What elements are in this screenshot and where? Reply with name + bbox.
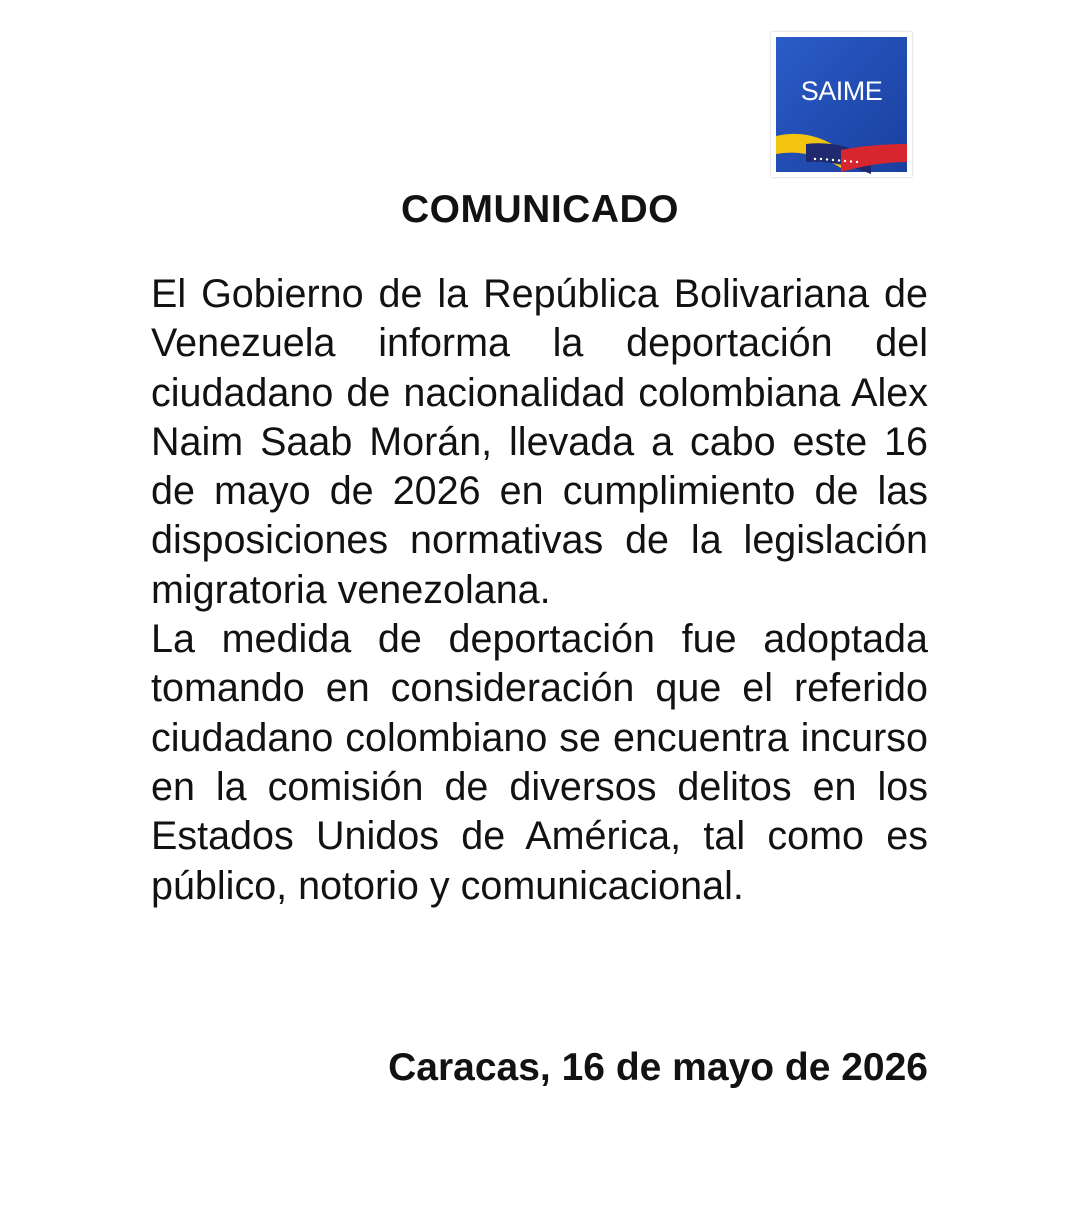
saime-logo-text: SAIME: [800, 76, 883, 106]
document-body: [151, 270, 928, 911]
document-title: COMUNICADO: [401, 188, 679, 231]
place-date-signature: Caracas, 16 de mayo de 2026: [388, 1046, 928, 1089]
body-paragraph-1: El Gobierno de la República Bolivariana de Venezuela informa la deportación del ciudadano de nacionalidad colombiana Alex Naim Saab Morán, llevada a cabo este 16 de mayo de 2026 en cumplimiento de las disposiciones normativas de la legislación migratoria venezolana.: [151, 272, 928, 612]
saime-logo: [771, 32, 912, 177]
body-paragraph-2: La medida de deportación fue adoptada tomando en consideración que el referido ciudadano colombiano se encuentra incurso en la comisión de diversos delitos en los Estados Unidos de América, tal como es público, notorio y comunicacional.: [151, 617, 928, 908]
